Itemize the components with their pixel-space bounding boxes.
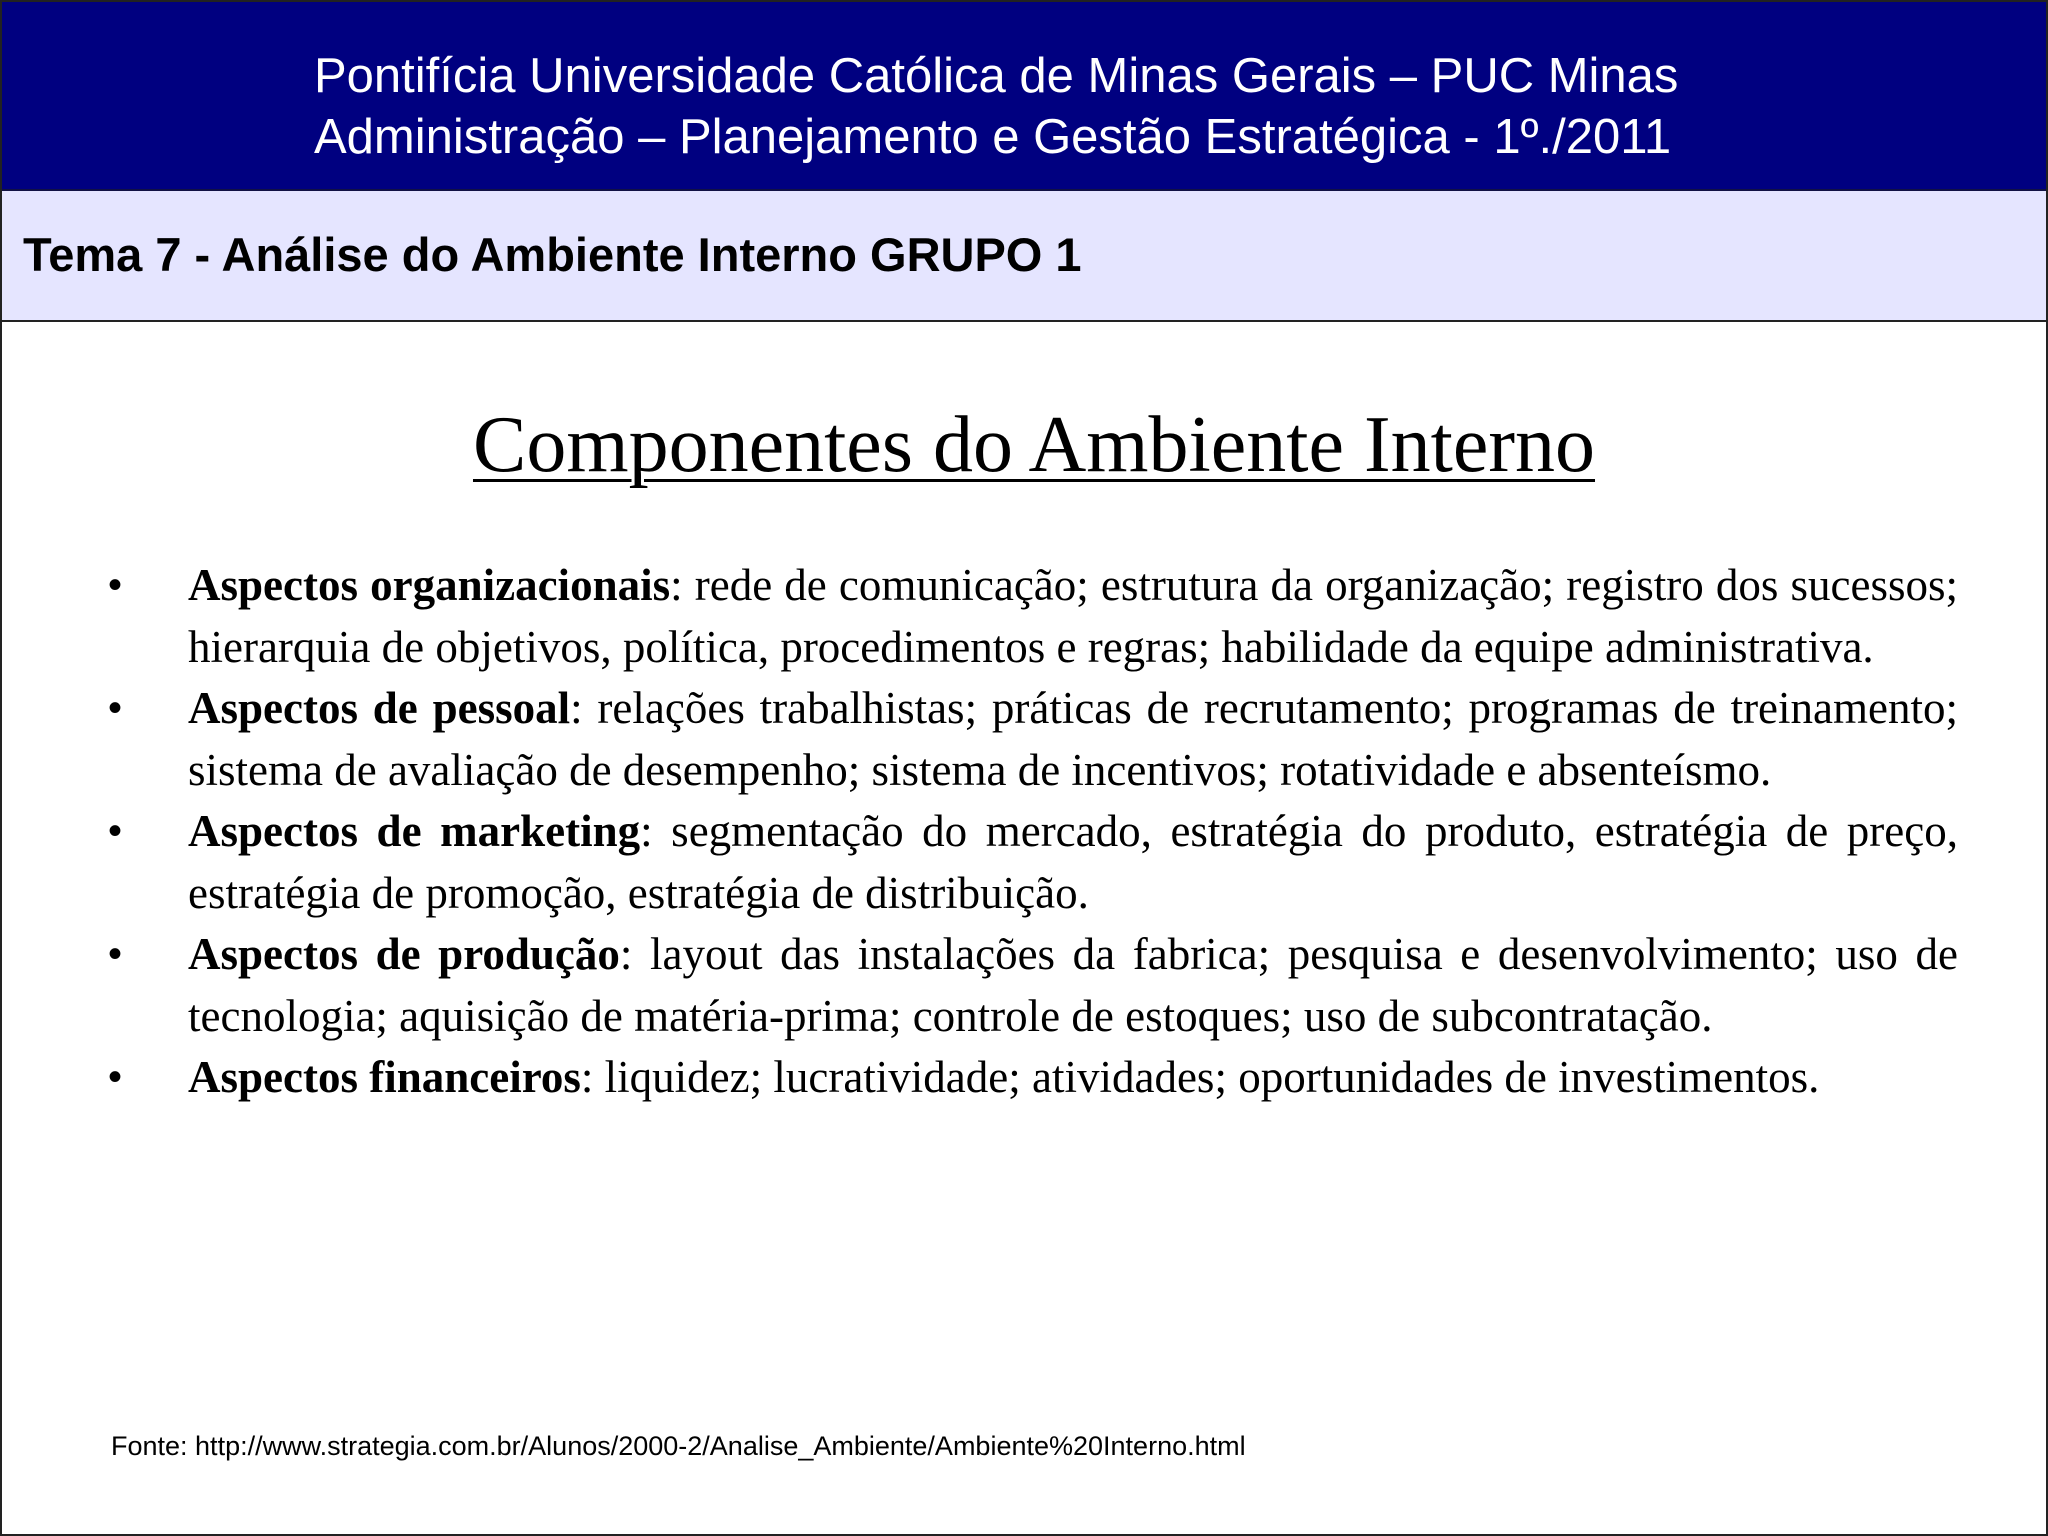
- bullet-icon: •: [108, 563, 123, 607]
- topic-bar: [2, 191, 2046, 322]
- bullet-item-producao: [108, 924, 1958, 1047]
- slide-title: Componentes do Ambiente Interno: [472, 401, 1596, 489]
- bullet-icon: •: [108, 932, 123, 976]
- bullet-item-marketing: [108, 801, 1958, 924]
- bullet-term: Aspectos de marketing: [188, 806, 641, 856]
- bullet-term: Aspectos financeiros: [188, 1052, 581, 1102]
- bullet-item-pessoal: [108, 678, 1958, 801]
- course-name: Administração – Planejamento e Gestão Estratégica - 1º./2011: [314, 110, 1672, 164]
- bullet-item-organizacionais: [108, 555, 1958, 678]
- institution-header: [2, 2, 2046, 191]
- source-citation: Fonte: http://www.strategia.com.br/Alunos/2000-2/Analise_Ambiente/Ambiente%20Interno.html: [111, 1431, 1246, 1461]
- topic-title: Tema 7 - Análise do Ambiente Interno GRUPO 1: [23, 228, 1082, 281]
- bullet-text: : rede de comunicação; estrutura da organização; registro dos sucessos; hierarquia de objetivos, política, procedimentos e regras; habilidade da equipe administrativa.: [188, 560, 1958, 672]
- bullet-text: : layout das instalações da fabrica; pesquisa e desenvolvimento; uso de tecnologia; aquisição de matéria-prima; controle de estoques; uso de subcontratação.: [188, 929, 1958, 1041]
- bullet-text: : liquidez; lucratividade; atividades; oportunidades de investimentos.: [580, 1052, 1820, 1102]
- bullet-icon: •: [108, 686, 123, 730]
- bullet-list: [108, 555, 1958, 1109]
- bullet-term: Aspectos organizacionais: [188, 560, 671, 610]
- bullet-text: : segmentação do mercado, estratégia do produto, estratégia de preço, estratégia de promoção, estratégia de distribuição.: [188, 806, 1958, 918]
- bullet-icon: •: [108, 809, 123, 853]
- bullet-term: Aspectos de pessoal: [188, 683, 571, 733]
- bullet-text: : relações trabalhistas; práticas de recrutamento; programas de treinamento; sistema de avaliação de desempenho; sistema de incentivos; rotatividade e absenteísmo.: [188, 683, 1958, 795]
- bullet-icon: •: [108, 1055, 123, 1099]
- bullet-term: Aspectos de produção: [188, 929, 620, 979]
- institution-name: Pontifícia Universidade Católica de Minas Gerais – PUC Minas: [314, 49, 1679, 103]
- bullet-item-financeiros: [108, 1047, 1958, 1109]
